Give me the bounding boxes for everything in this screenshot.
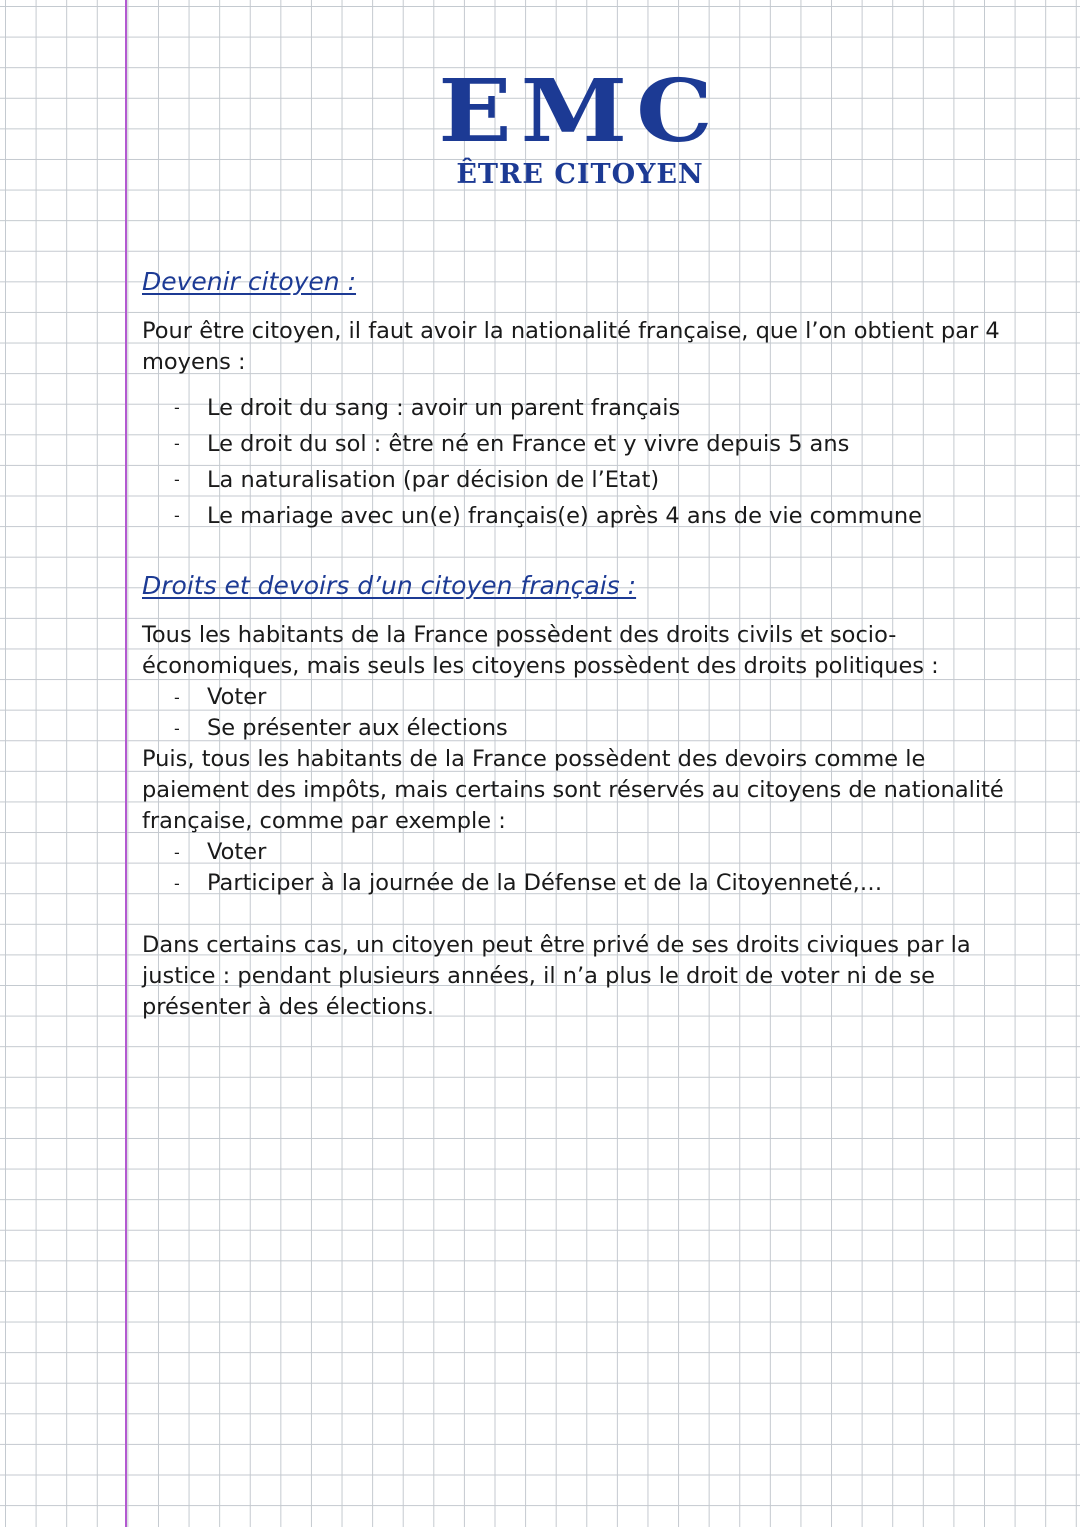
- list-item: - La naturalisation (par décision de l’Etat): [207, 462, 1022, 498]
- rights-list: [142, 682, 1022, 744]
- civic-rights-paragraph: Dans certains cas, un citoyen peut être privé de ses droits civiques par la justice : pendant plusieurs années, il n’a plus le droit de voter ni de se présenter à des élections.: [142, 932, 971, 1020]
- duties-list: [142, 837, 1022, 899]
- title-block: [380, 61, 780, 190]
- section-heading-droits-devoirs: Droits et devoirs d’un citoyen français :: [142, 571, 637, 600]
- list-item: - Le droit du sol : être né en France et y vivre depuis 5 ans: [207, 426, 1022, 462]
- means-list: [142, 390, 1022, 534]
- page-title: EMC: [438, 61, 722, 162]
- page-subtitle: ÊTRE CITOYEN: [456, 159, 704, 190]
- list-item: - Voter: [207, 837, 1022, 868]
- list-item: - Le mariage avec un(e) français(e) après 4 ans de vie commune: [207, 498, 1022, 534]
- list-item: - Participer à la journée de la Défense et de la Citoyenneté,…: [207, 868, 1022, 899]
- section-heading-devenir-citoyen: Devenir citoyen :: [142, 267, 357, 296]
- notebook-margin-line: [125, 0, 127, 1527]
- list-item: - Voter: [207, 682, 1022, 713]
- list-item: - Le droit du sang : avoir un parent français: [207, 390, 1022, 426]
- rights-paragraph: Tous les habitants de la France possèdent des droits civils et socio-économiques, mais seuls les citoyens possèdent des droits politiques :: [142, 622, 939, 679]
- document-content: [142, 262, 1022, 1023]
- duties-paragraph: Puis, tous les habitants de la France possèdent des devoirs comme le paiement des impôts, mais certains sont réservés au citoyens de nationalité française, comme par exemple :: [142, 746, 1004, 834]
- list-item: - Se présenter aux élections: [207, 713, 1022, 744]
- section-intro: Pour être citoyen, il faut avoir la nationalité française, que l’on obtient par 4 moyens :: [142, 318, 1000, 375]
